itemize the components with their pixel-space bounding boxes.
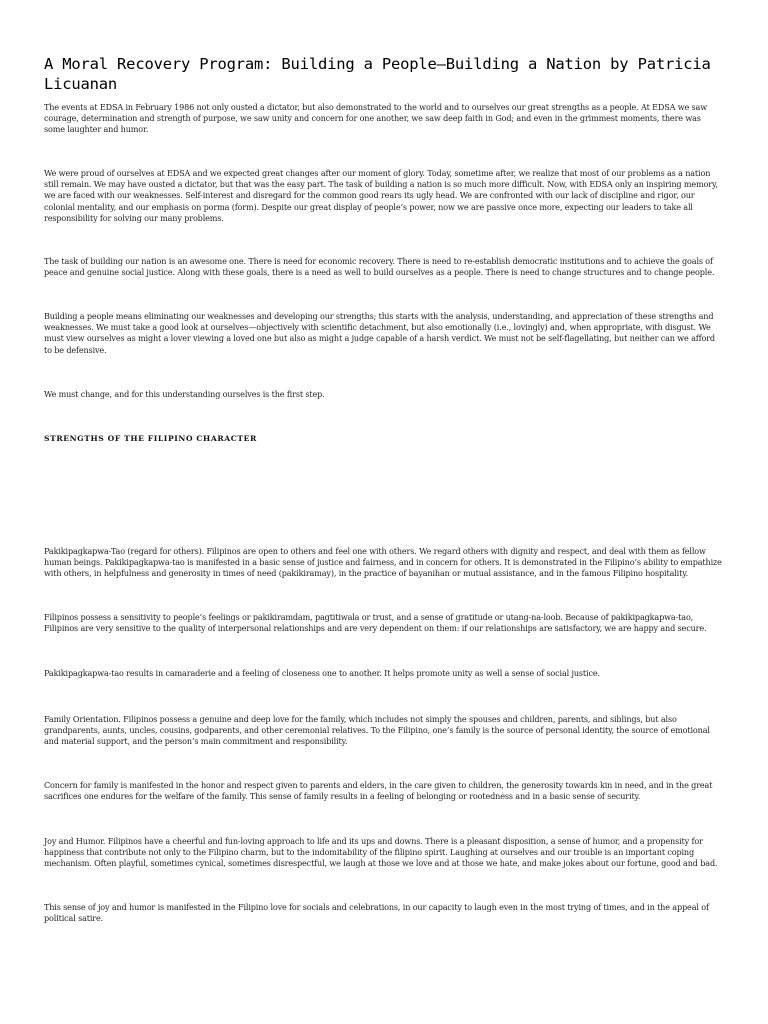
paragraph-building-a-people: Building a people means eliminating our weaknesses and developing our strengths; this starts with the analysis, understanding, and appreciation of these strengths and weaknesses. We must take a good look at ourselves—objectively with scientific detachment, but also emotionally (i.e., lovingly) and, when appropriate, with disgust. We must view ourselves as might a lover viewing a loved one but also as might a judge capable of a harsh verdict. We must not be self-flagellating, but neither can we afford to be defensive.: [44, 311, 715, 355]
paragraph-family-orientation: Family Orientation. Filipinos possess a genuine and deep love for the family, which includes not simply the spouses and children, parents, and siblings, but also grandparents, aunts, uncles, cousins, godparents, and other ceremonial relatives. To the Filipino, one’s family is the source of personal identity, the source of emotional and material support, and the person’s main commitment and responsibility.: [44, 714, 710, 747]
paragraph-sense-of-joy: This sense of joy and humor is manifested in the Filipino love for socials and celebrations, in our capacity to laugh even in the most trying of times, and in the appeal of political satire.: [44, 902, 709, 924]
section-heading-strengths: STRENGTHS OF THE FILIPINO CHARACTER: [44, 434, 257, 443]
paragraph-edsa-events: The events at EDSA in February 1986 not only ousted a dictator, but also demonstrated to the world and to ourselves our great strengths as a people. At EDSA we saw courage, determination and strength of purpose, we saw unity and concern for one another, we saw deep faith in God; and even in the grimmest moments, there was some laughter and humor.: [44, 102, 708, 135]
paragraph-concern-for-family: Concern for family is manifested in the honor and respect given to parents and elders, in the care given to children, the generosity towards kin in need, and in the great sacrifices one endures for the welfare of the family. This sense of family results in a feeling of belonging or rootedness and in a basic sense of security.: [44, 780, 713, 802]
paragraph-task-of-building: The task of building our nation is an awesome one. There is need for economic recovery. There is need to re-establish democratic institutions and to achieve the goals of peace and genuine social justice. Along with these goals, there is a need as well to build ourselves as a people. There is need to change structures and to change people.: [44, 256, 715, 278]
paragraph-we-must-change: We must change, and for this understanding ourselves is the first step.: [44, 389, 325, 399]
paragraph-pakikipagkapwa-tao: Pakikipagkapwa-Tao (regard for others). Filipinos are open to others and feel one with others. We regard others with dignity and respect, and deal with them as fellow human beings. Pakikipagkapwa-tao is manifested in a basic sense of justice and fairness, and in concern for others. It is demonstrated in the Filipino’s ability to empathize with others, in helpfulness and generosity in times of need (pakikiramay), in the practice of bayanihan or mutual assistance, and in the famous Filipino hospitality.: [44, 546, 722, 579]
paragraph-camaraderie: Pakikipagkapwa-tao results in camaraderie and a feeling of closeness one to another. It helps promote unity as well a sense of social justice.: [44, 668, 600, 678]
paragraph-sensitivity: Filipinos possess a sensitivity to people’s feelings or pakikiramdam, pagtitiwala or trust, and a sense of gratitude or utang-na-loob. Because of pakikipagkapwa-tao, Filipinos are very sensitive to the quality of interpersonal relationships and are very dependent on them: if our relationships are satisfactory, we are happy and secure.: [44, 612, 707, 634]
paragraph-proud-of-ourselves: We were proud of ourselves at EDSA and we expected great changes after our moment of glory. Today, sometime after, we realize that most of our problems as a nation still remain. We may have ousted a dictator, but that was the easy part. The task of building a nation is so much more difficult. Now, with EDSA only an inspiring memory, we are faced with our weaknesses. Self-interest and disregard for the common good rears its ugly head. We are confronted with our lack of discipline and rigor, our colonial mentality, and our emphasis on porma (form). Despite our great display of people’s power, now we are passive once more, expecting our leaders to take all responsibility for solving our many problems.: [44, 168, 718, 223]
document-title: A Moral Recovery Program: Building a People—Building a Nation by Patricia Licuanan: [44, 55, 711, 93]
paragraph-joy-and-humor: Joy and Humor. Filipinos have a cheerful and fun-loving approach to life and its ups and downs. There is a pleasant disposition, a sense of humor, and a propensity for happiness that contribute not only to the Filipino charm, but to the indomitability of the filipino spirit. Laughing at ourselves and our trouble is an important coping mechanism. Often playful, sometimes cynical, sometimes disrespectful, we laugh at those we love and at those we hate, and make jokes about our fortune, good and bad.: [44, 836, 718, 869]
